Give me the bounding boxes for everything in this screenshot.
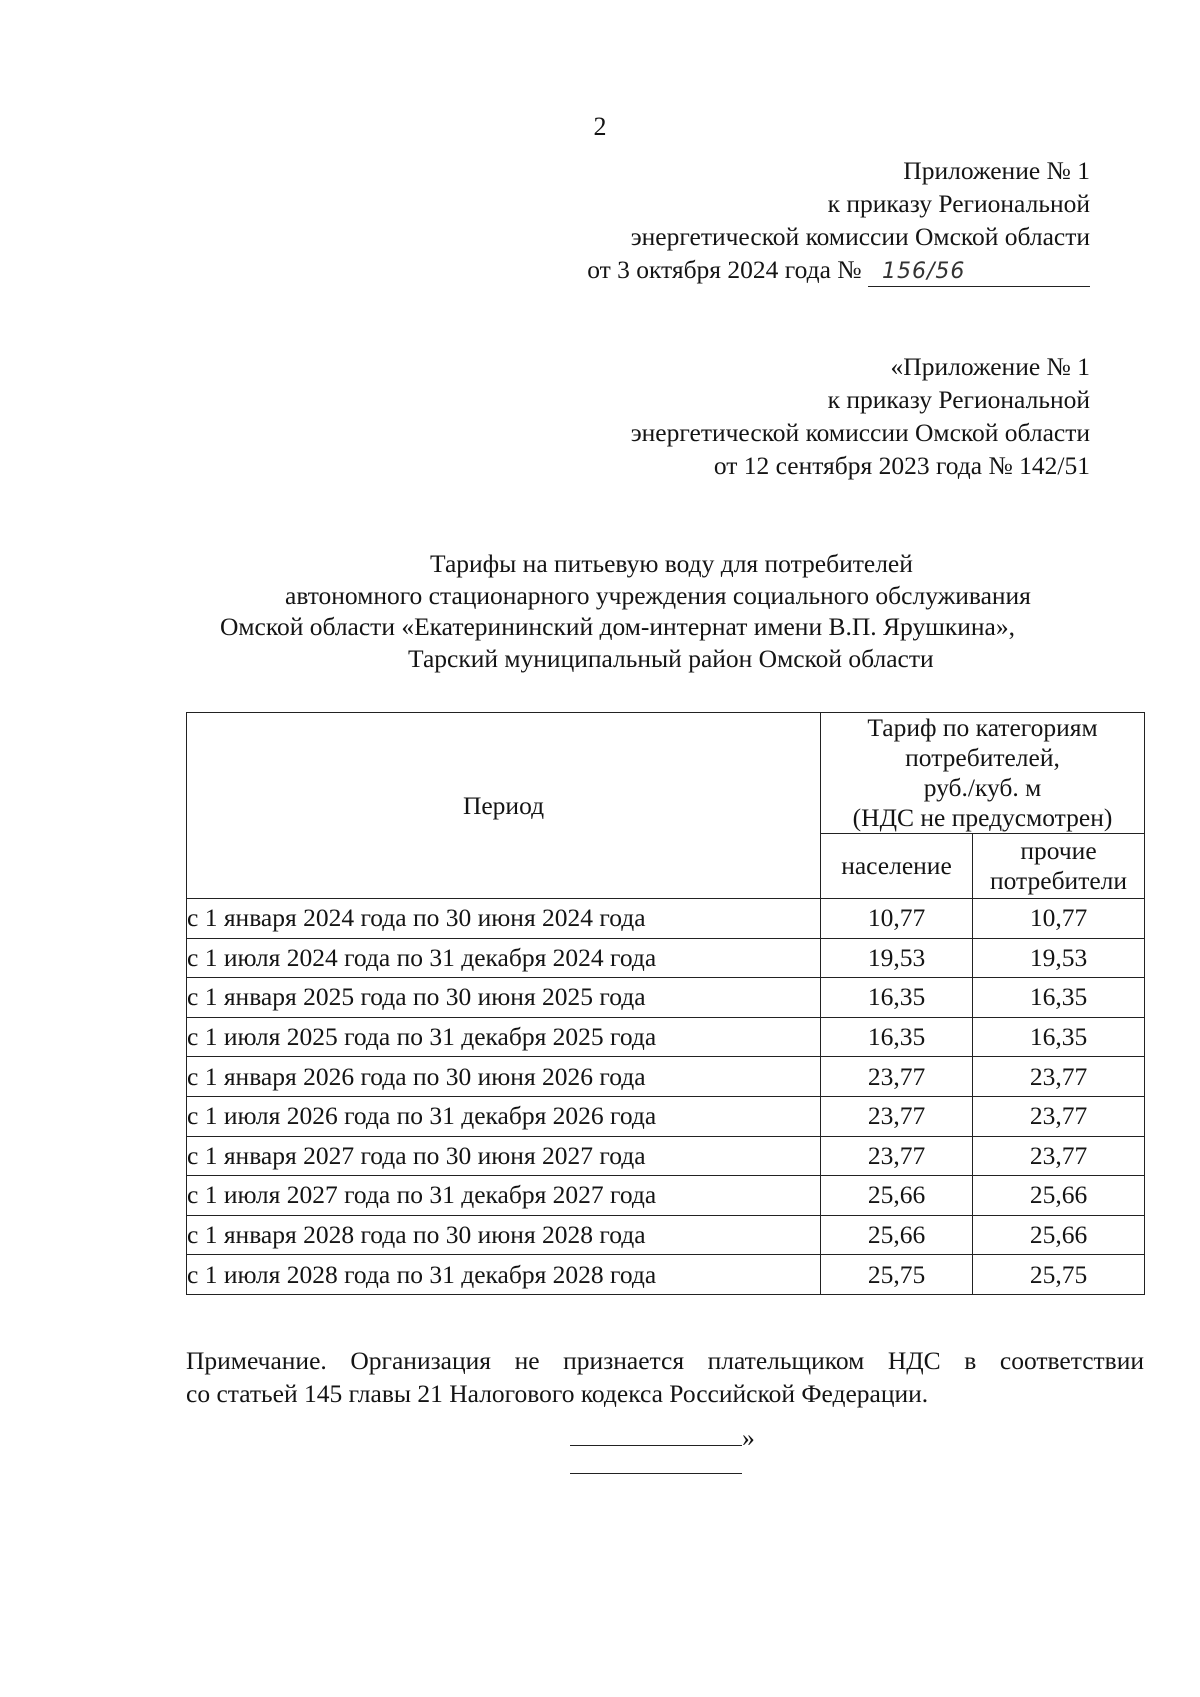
header-tariff-line: руб./куб. м [923,773,1042,802]
cell-other: 19,53 [973,938,1145,978]
cell-other: 16,35 [973,978,1145,1018]
cell-other: 25,66 [973,1215,1145,1255]
cell-period: с 1 января 2025 года по 30 июня 2025 года [187,978,821,1018]
cell-period: с 1 июля 2028 года по 31 декабря 2028 года [187,1255,821,1295]
cell-period: с 1 января 2027 года по 30 июня 2027 года [187,1136,821,1176]
cell-population: 23,77 [821,1136,973,1176]
appendix-previous-line1: «Приложение № 1 [890,352,1090,381]
cell-population: 10,77 [821,899,973,939]
appendix-current-line3: энергетической комиссии Омской области [630,222,1090,251]
note [186,1344,1144,1410]
table-row [187,1215,1145,1255]
cell-other: 10,77 [973,899,1145,939]
order-number-field [868,256,1090,287]
note-line1: Примечание. Организация не признается плательщиком НДС в соответствии [186,1346,1144,1375]
cell-population: 25,66 [821,1176,973,1216]
header-other [973,834,1145,899]
appendix-current-line1: Приложение № 1 [903,156,1090,185]
closing-underline [570,1431,742,1446]
title-line2: автономного стационарного учреждения социального обслуживания [285,580,1031,610]
header-other-line: прочие [1020,836,1097,865]
order-number-handwritten: 156/56 [882,259,966,284]
cell-period: с 1 января 2024 года по 30 июня 2024 года [187,899,821,939]
document-title [0,548,1200,674]
cell-period: с 1 июля 2025 года по 31 декабря 2025 года [187,1017,821,1057]
table-row [187,1176,1145,1216]
table-row [187,938,1145,978]
cell-other: 25,75 [973,1255,1145,1295]
cell-other: 23,77 [973,1096,1145,1136]
header-population: население [821,834,973,899]
table-row [187,1057,1145,1097]
cell-other: 16,35 [973,1017,1145,1057]
appendix-current-date-line [587,253,1090,287]
tariff-table [186,712,1145,1295]
cell-period: с 1 января 2028 года по 30 июня 2028 года [187,1215,821,1255]
appendix-current [587,154,1090,287]
cell-other: 25,66 [973,1176,1145,1216]
appendix-previous [631,350,1090,482]
cell-population: 23,77 [821,1096,973,1136]
title-line3: Омской области «Екатерининский дом-интернат имени В.П. Ярушкина», [220,612,1015,641]
appendix-previous-line3: энергетической комиссии Омской области [630,418,1090,447]
header-period: Период [187,713,821,899]
cell-other: 23,77 [973,1057,1145,1097]
table-row [187,1255,1145,1295]
header-tariff-line: потребителей, [905,743,1060,772]
closing-line [570,1423,755,1453]
title-line1: Тарифы на питьевую воду для потребителей [430,549,913,578]
cell-period: с 1 января 2026 года по 30 июня 2026 года [187,1057,821,1097]
cell-population: 23,77 [821,1057,973,1097]
header-tariff-line: Тариф по категориям [867,713,1098,742]
header-tariff-line: (НДС не предусмотрен) [852,803,1113,832]
cell-population: 16,35 [821,978,973,1018]
appendix-current-line2: к приказу Региональной [827,189,1090,218]
table-row [187,899,1145,939]
cell-other: 23,77 [973,1136,1145,1176]
closing-quote: » [742,1423,755,1452]
table-row [187,1096,1145,1136]
appendix-current-date: от 3 октября 2024 года № [587,255,862,284]
cell-period: с 1 июля 2026 года по 31 декабря 2026 года [187,1096,821,1136]
cell-population: 19,53 [821,938,973,978]
cell-period: с 1 июля 2024 года по 31 декабря 2024 года [187,938,821,978]
appendix-previous-line2: к приказу Региональной [827,385,1090,414]
header-tariff [821,713,1145,834]
cell-population: 25,75 [821,1255,973,1295]
title-line4: Тарский муниципальный район Омской области [408,643,934,673]
cell-population: 25,66 [821,1215,973,1255]
table-row [187,978,1145,1018]
appendix-previous-line4: от 12 сентября 2023 года № 142/51 [713,451,1090,480]
table-row [187,1136,1145,1176]
note-line2: со статьей 145 главы 21 Налогового кодекса Российской Федерации. [186,1379,929,1408]
table-row [187,1017,1145,1057]
page-number: 2 [593,112,607,141]
header-other-line: потребители [989,866,1128,895]
bottom-separator-line [570,1473,742,1474]
cell-population: 16,35 [821,1017,973,1057]
cell-period: с 1 июля 2027 года по 31 декабря 2027 года [187,1176,821,1216]
